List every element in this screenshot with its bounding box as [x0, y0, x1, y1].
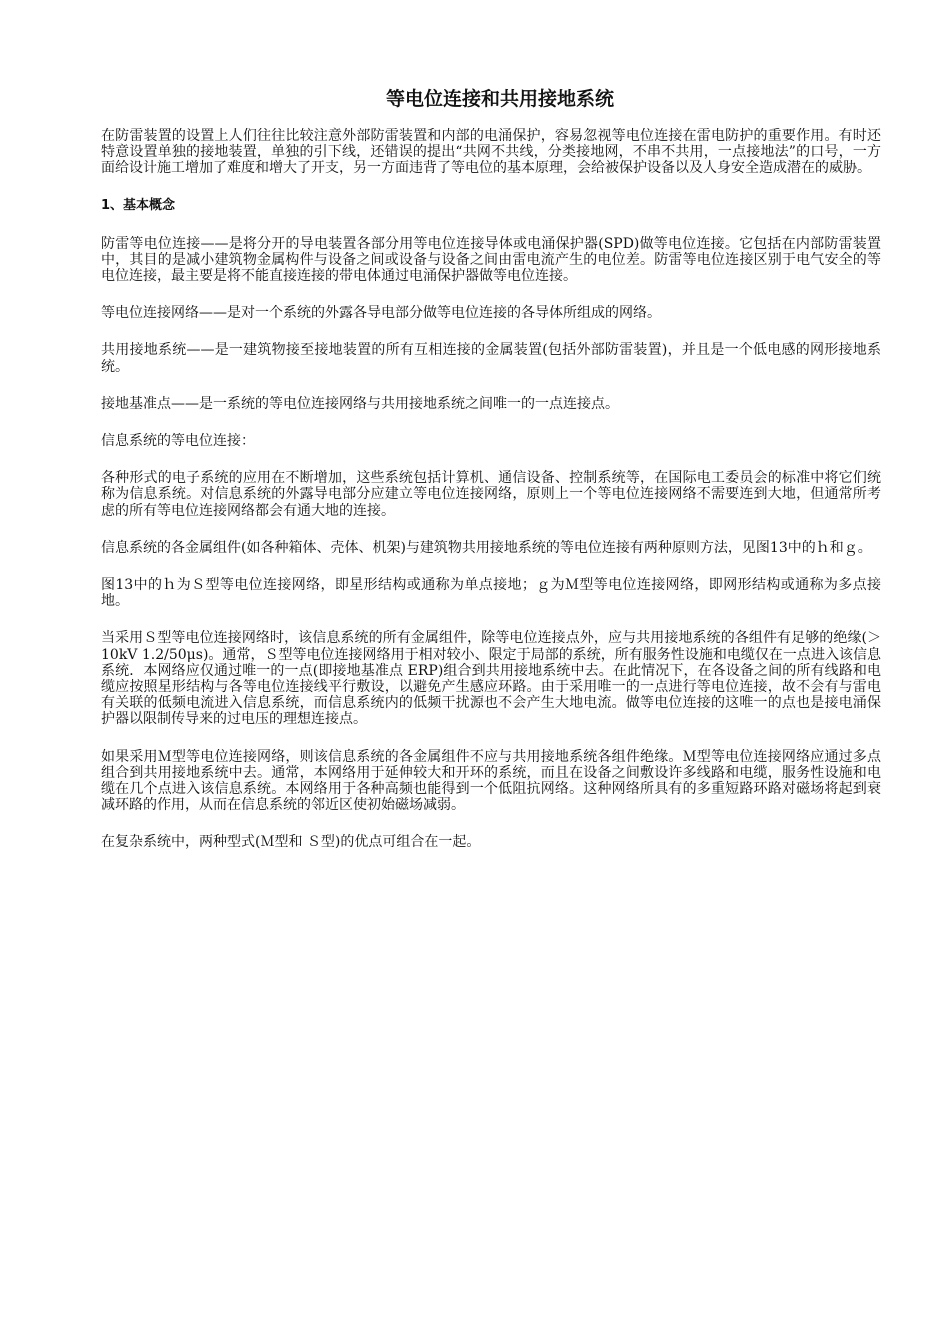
- document-title: 等电位连接和共用接地系统: [385, 88, 614, 110]
- paragraph-figure-13-description: 图13中的ｈ为Ｓ型等电位连接网络，即星形结构或通称为单点接地；ｇ为Ｍ型等电位连接网络，即网形结构或通称为多点接地。: [101, 577, 881, 610]
- paragraph-bonding-network: 等电位连接网络——是对一个系统的外露各导电部分做等电位连接的各导体所组成的网络。: [101, 305, 661, 322]
- paragraph-combined-systems: 在复杂系统中，两种型式(Ｍ型和 Ｓ型)的优点可组合在一起。: [101, 834, 481, 851]
- paragraph-m-type-network: 如果采用Ｍ型等电位连接网络，则该信息系统的各金属组件不应与共用接地系统各组件绝缘。Ｍ型等电位连接网络应通过多点组合到共用接地系统中去。通常，本网络用于延伸较大和开环的系统，而且在设备之间敷设许多线路和电缆，服务性设施和电缆在几个点进入该信息系统。本网络用于各种高频也能得到一个低阻抗网络。这种网络所具有的多重短路环路对磁场将起到衰减环路的作用，从而在信息系统的邻近区使初始磁场减弱。: [101, 748, 881, 814]
- intro-paragraph: 在防雷装置的设置上人们往往比较注意外部防雷装置和内部的电涌保护，容易忽视等电位连接在雷电防护的重要作用。有时还特意设置单独的接地装置，单独的引下线，还错误的提出“共网不共线，分类接地网，不串不共用，一点接地法”的口号，一方面给设计施工增加了难度和增大了开支，另一方面违背了等电位的基本原理，会给被保护设备以及人身安全造成潜在的威胁。: [101, 128, 881, 177]
- paragraph-lightning-equipotential-bonding: 防雷等电位连接——是将分开的导电装置各部分用等电位连接导体或电涌保护器(SPD)做等电位连接。它包括在内部防雷装置中，其目的是减小建筑物金属构件与设备之间或设备与设备之间由雷电流产生的电位差。防雷等电位连接区别于电气安全的等电位连接，最主要是将不能直接连接的带电体通过电涌保护器做等电位连接。: [101, 235, 881, 285]
- paragraph-s-type-network: 当采用Ｓ型等电位连接网络时，该信息系统的所有金属组件，除等电位连接点外，应与共用接地系统的各组件有足够的绝缘(＞10kV 1.2/50μs)。通常，Ｓ型等电位连接网络用于相对较小、限定于局部的系统，所有服务性设施和电缆仅在一点进入该信息系统．本网络应仅通过唯一的一点(即接地基准点 ERP)组合到共用接地系统中去。在此情况下，在各设备之间的所有线路和电缆应按照星形结构与各等电位连接线平行敷设，以避免产生感应环路。由于采用唯一的一点进行等电位连接，故不会有与雷电有关联的低频电流进入信息系统，而信息系统内的低频干扰源也不会产生大地电流。做等电位连接的这唯一的点也是接电涌保护器以限制传导来的过电压的理想连接点。: [101, 630, 881, 728]
- paragraph-earthing-reference-point: 接地基准点——是一系统的等电位连接网络与共用接地系统之间唯一的一点连接点。: [101, 395, 619, 412]
- document-page: [101, 86, 881, 872]
- section-heading-basic-concepts: 1、基本概念: [101, 197, 176, 213]
- paragraph-electronic-systems: 各种形式的电子系统的应用在不断增加，这些系统包括计算机、通信设备、控制系统等，在国际电工委员会的标准中将它们统称为信息系统。对信息系统的外露导电部分应建立等电位连接网络，原则上一个等电位连接网络不需要连到大地，但通常所考虑的所有等电位连接网络都会有通大地的连接。: [101, 470, 881, 519]
- paragraph-common-earthing-system: 共用接地系统——是一建筑物接至接地装置的所有互相连接的金属装置(包括外部防雷装置)，并且是一个低电感的网形接地系统。: [101, 342, 881, 375]
- paragraph-info-system-bonding-label: 信息系统的等电位连接：: [101, 433, 255, 450]
- paragraph-metal-components-methods: 信息系统的各金属组件(如各种箱体、壳体、机架)与建筑物共用接地系统的等电位连接有两种原则方法，见图13中的ｈ和ｇ。: [101, 539, 872, 556]
